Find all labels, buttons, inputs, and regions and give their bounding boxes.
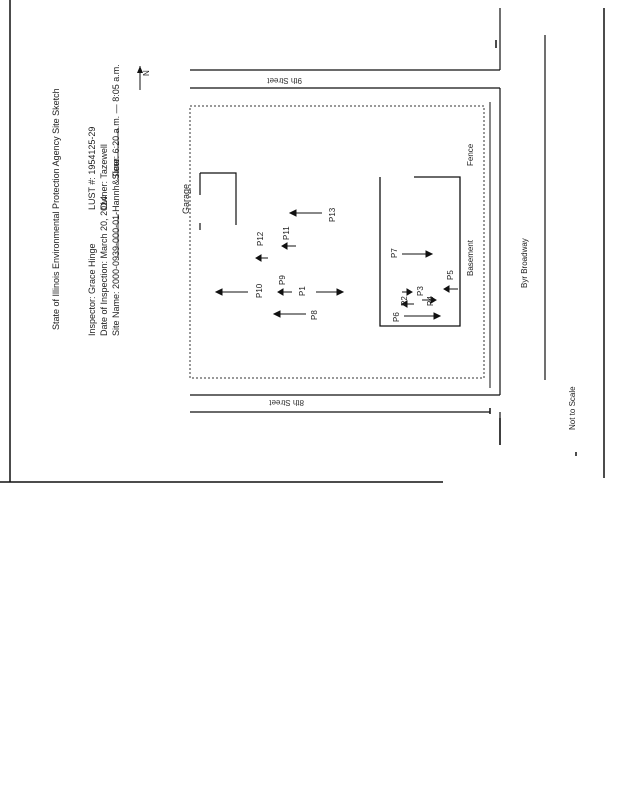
label-p1: P1 [298, 286, 307, 296]
garage-label: Garage [181, 183, 191, 214]
label-p12: P12 [256, 231, 265, 246]
not-to-scale-label: Not to Scale [568, 386, 577, 430]
label-p5: P5 [446, 270, 455, 280]
inspector-name: Inspector: Grace Hinge [87, 243, 97, 336]
inspection-time: Time: 6:20 a.m. — 8:05 a.m. [111, 64, 121, 178]
label-p3: P3 [416, 286, 425, 296]
label-p2: P2 [400, 296, 409, 306]
north-label: N [142, 70, 151, 76]
sample-arrows [216, 207, 458, 319]
label-p13: P13 [328, 207, 337, 222]
basement-label: Basement [466, 239, 475, 276]
site-name: Site Name: 2000-0939-000-01-Hannh&Sleer [111, 158, 121, 336]
property-boundary [190, 106, 484, 378]
label-p10: P10 [255, 283, 264, 298]
label-p8: P8 [310, 310, 319, 320]
fence-label: Fence [466, 143, 475, 166]
label-p9: P9 [278, 275, 287, 285]
label-p6: P6 [392, 312, 401, 322]
label-p4: P4 [426, 296, 435, 306]
sketch-title: State of Illinois Environmental Protection Agency Site Sketch [51, 88, 61, 330]
garage-outline [200, 173, 236, 225]
eighth-street-label: 8th Street [269, 398, 304, 407]
label-p11: P11 [282, 226, 291, 240]
owner-name: Owner: Tazewell [99, 144, 109, 210]
label-p7: P7 [390, 248, 399, 258]
lust-number: LUST #: 1954125-29 [87, 126, 97, 210]
broadway-label: Byr Broadway [520, 238, 529, 288]
inspection-date: Date of Inspection: March 20, 2014 [99, 195, 109, 336]
ninth-street-label: 9th Street [267, 76, 302, 85]
